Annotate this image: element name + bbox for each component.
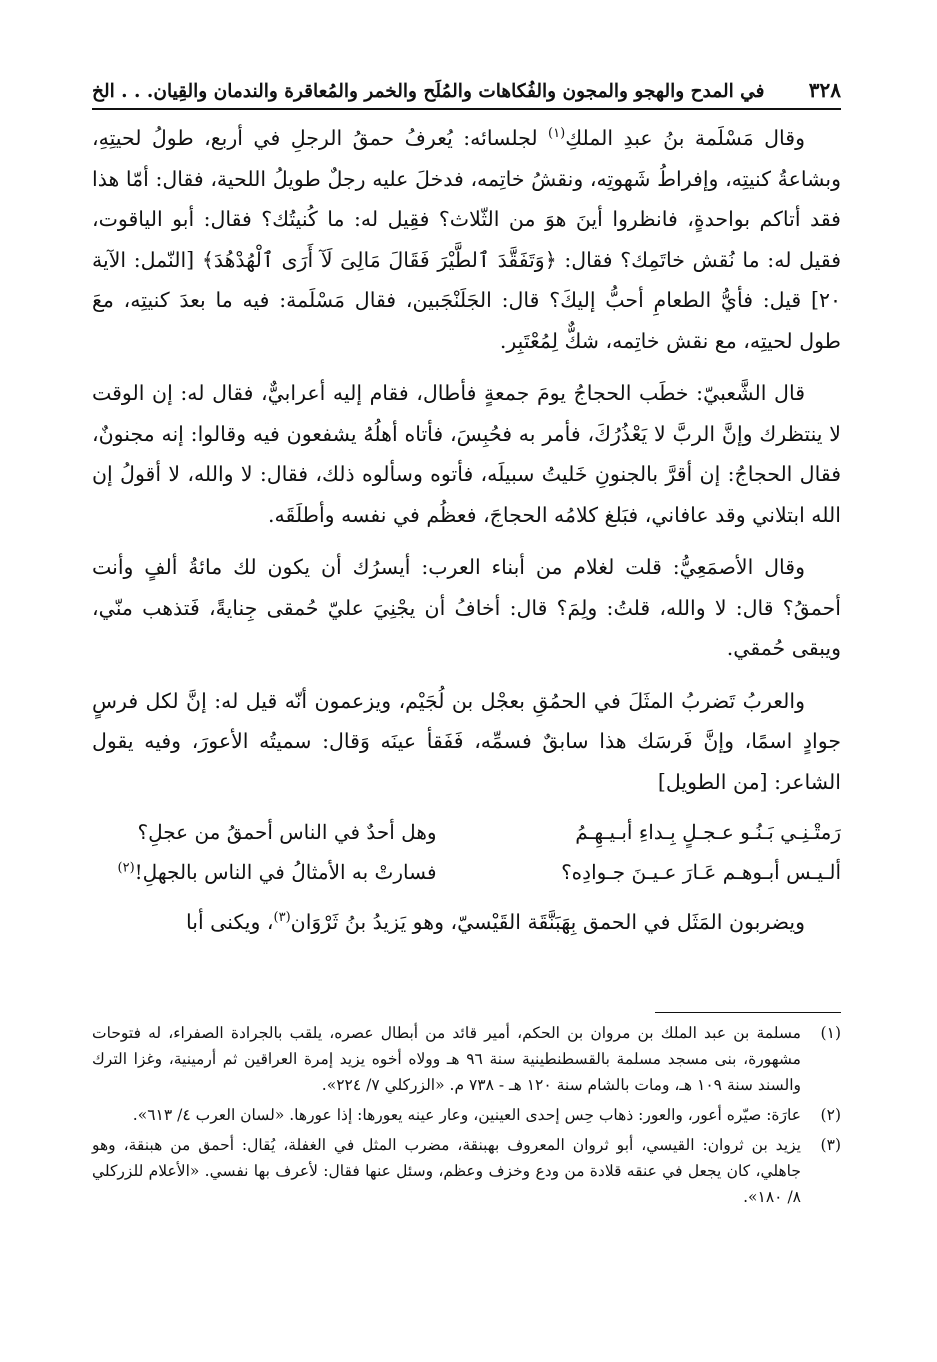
footnote-ref-1: (١)	[548, 126, 566, 142]
footnote-separator	[655, 1012, 841, 1013]
footnote-text: مسلمة بن عبد الملك بن مروان بن الحكم، أمير قائد من أبطال عصره، يلقب بالجرادة الصفراء، له فتوحات مشهورة، بنى مسجد مسلمة بالقسطنطينية سنة ٩٦ هـ وولاه أخوه يزيد إمرة العراقين ثم أرمينية، وغزا الترك والسند سنة ١٠٩ هـ، ومات بالشام سنة ١٢٠ هـ - ٧٣٨ م. «الزركلي ٧/ ٢٢٤».	[92, 1024, 801, 1094]
verse-first-hemistich: ألـيـس أبـوهـم عَـارَ عـيـنَ جـوادِه؟	[561, 860, 841, 884]
footnote-1	[92, 1020, 841, 1098]
paragraph-text: وقال الأصمَعِيُّ: قلت لغلام من أبناء العرب: أيسرُك أن يكون لك مائةُ ألفٍ وأنت أحمقُ؟ قال: لا والله، قلتُ: ولِمَ؟ قال: أخافُ أن يجْنِيَ عليّ حُمقى جِنايةً، فَتذهب منّي، ويبقى حُمقي.	[92, 555, 841, 660]
paragraph-shabi	[92, 373, 841, 535]
main-text	[92, 118, 841, 943]
paragraph-text: لجلسائه: يُعرفُ حمقُ الرجلِ في أربع، طولُ لحيتِهِ، وبشاعةُ كنيتِه، وإفراطُ شَهوتِه، ونقشُ خاتِمه، فدخلَ عليه رجلٌ طويلُ اللحية، فقال: أمّا هذا فقد أتاكم بواحدةٍ، فانظروا أينَ هوَ من الثّلاث؟ فقِيل له: ما كُنيتُك؟ فقال: أبو الياقوت، فقيل له: ما نُقش خاتَمِك؟ فقال: ﴿وَتَفَقَّدَ ٱلطَّيْرَ فَقَالَ مَالِىَ لَآ أَرَى ٱلْهُدْهُدَ﴾ [النّمل: الآية ٢٠] قيل: فأيُّ الطعامِ أحبُّ إليكَ؟ قال: الجَلَنْجَبين، فقال مَسْلَمة: فيه ما بعدَ كنيتِه، معَ طول لحيتِه، مع نقش خاتِمه، شكٌّ لِمُعْتَبِر.	[92, 126, 841, 353]
page-number: ٣٢٨	[808, 78, 841, 102]
footnote-text: يزيد بن ثروان: القيسي، أبو ثروان المعروف بهبنقة، مضرب المثل في الغفلة، يُقال: أحمق من هبنقة، وهو جاهلي، كان يجعل في عنقه قلادة من ودع وخزف وعظم، وسئل عنها فقال: لأعرف بها نفسي. «الأعلام للزركلي ٨/ ١٨٠».	[92, 1136, 801, 1206]
footnote-3	[92, 1132, 841, 1210]
footnotes	[92, 1020, 841, 1214]
paragraph-habannaqa	[92, 902, 841, 943]
verse-second-hemistich	[92, 852, 437, 892]
paragraph-ijl	[92, 681, 841, 803]
paragraph-maslama	[92, 118, 841, 361]
footnote-number: (٣)	[820, 1136, 841, 1154]
verse-line	[92, 852, 841, 892]
paragraph-text: والعربُ تَضربُ المثَلَ في الحمُقِ بعجْل بن لُجَيْم، ويزعمون أنّه قيل له: إنَّ لكل فرسٍ جوادٍ اسمًا، وإنَّ فَرسَك هذا سابقٌ فسمِّه، فَفَقأ عينَه وَقال: سميتُه الأعورَ، وفيه يقول الشاعر: [من الطويل]	[92, 688, 841, 794]
footnote-number: (٢)	[820, 1106, 841, 1124]
paragraph-text: ، ويكنى أبا	[186, 910, 274, 934]
verse-line	[92, 812, 841, 852]
paragraph-text: ويضربون المَثَل في الحمق بِهَبَنَّقَة القَيْسيّ، وهو يَزيدُ بنُ ثَرْوَان	[290, 910, 805, 934]
running-title: في المدح والهجو والمجون والفُكاهات والمُلَح والخمر والمُعاقرة والندمان والقِيان. . . الخ	[92, 81, 765, 102]
verse-second-hemistich	[92, 812, 437, 852]
page-header	[92, 68, 841, 110]
footnote-ref-3: (٣)	[273, 910, 291, 926]
poem	[92, 812, 841, 892]
hemistich-text: فسارتْ به الأمثالُ في الناس بالجهلِ!	[134, 860, 437, 884]
footnote-text: عارَة: صيّره أعور، والعور: ذهاب حِس إحدى العينين، وعار عينه يعورها: إذا عورها. «لسان العرب ٤/ ٦١٣».	[132, 1106, 801, 1124]
footnote-number: (١)	[820, 1024, 841, 1042]
footnote-ref-2: (٢)	[117, 860, 135, 876]
hemistich-text: وهل أحدٌ في الناس أحمقُ من عجلِ؟	[137, 820, 437, 844]
footnote-2	[92, 1102, 841, 1128]
paragraph-text: وقال مَسْلَمة بنُ عبدِ الملكِ	[565, 126, 805, 150]
verse-first-hemistich: رَمتْـنِـي بَـنُـو عـجـلٍ بِـداءِ أبـيـهِـمُ	[575, 820, 841, 844]
paragraph-asmai	[92, 547, 841, 669]
paragraph-text: قال الشَّعبيّ: خطَب الحجاجُ يومَ جمعةٍ فأطال، فقام إليه أعرابيٌّ، فقال له: إن الوقت لا ينتظرك وإنَّ الربَّ لا يَعْذُرُكَ، فأمر به فحُبِسَ، فأتاه أهلُهُ يشفعون فيه وقالوا: إنه مجنونٌ، فقال الحجاجُ: إن أقرَّ بالجنونِ خَليتُ سبيلَه، فأتوه وسألوه ذلك، فقال: لا والله، لا أقولُ إن الله ابتلاني وقد عافاني، فبَلغ كلامُه الحجاجَ، فعظُم في نفسه وأطلَقَه.	[92, 381, 841, 527]
